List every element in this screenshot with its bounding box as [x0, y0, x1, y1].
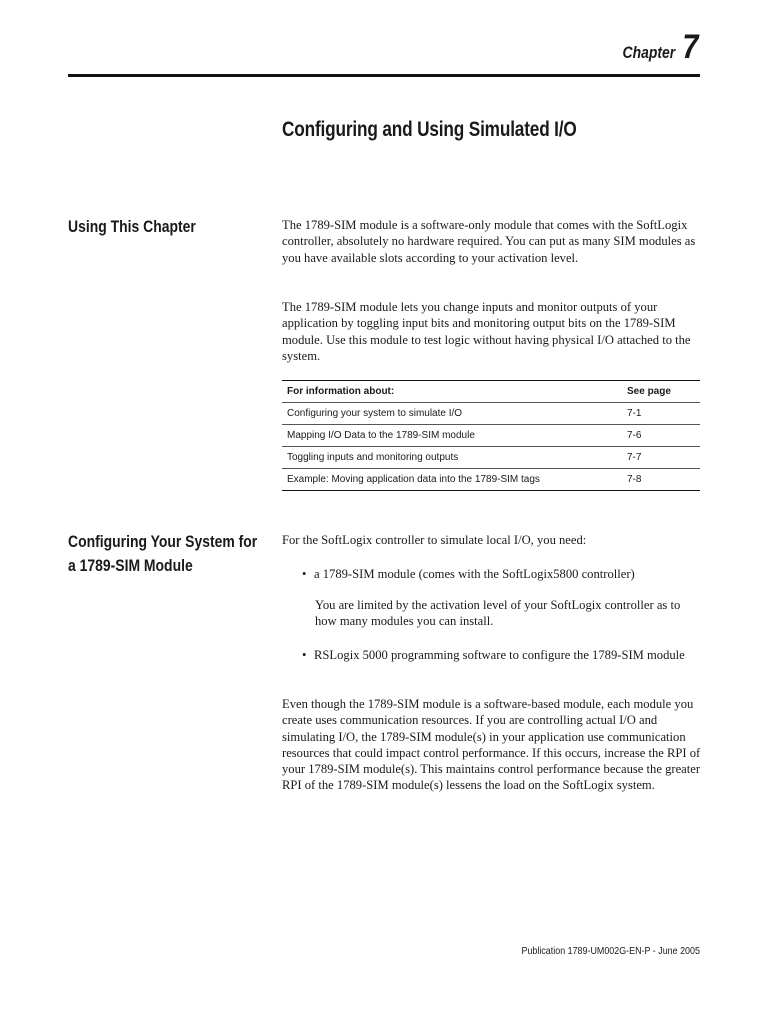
table-row: [282, 403, 700, 425]
table-row: [282, 425, 700, 447]
table-cell-page: 7-8: [619, 469, 700, 491]
page-title: Configuring and Using Simulated I/O: [282, 118, 577, 141]
bullet-icon: •: [302, 567, 307, 581]
table-cell-page: 7-6: [619, 425, 700, 447]
table-header-topic: For information about:: [282, 381, 619, 403]
chapter-number: 7: [682, 28, 699, 66]
intro-paragraph-2: The 1789-SIM module lets you change inputs and monitor outputs of your application by toggling input bits and monitoring output bits on the 1789-SIM module. Use this module to test logic without having physical I/O attached to the system.: [282, 300, 691, 363]
section-heading-line-2: a 1789-SIM Module: [68, 556, 193, 575]
table-row: [282, 469, 700, 491]
bullet-item-rslogix: [302, 647, 702, 663]
section-heading-configuring-system: [68, 530, 257, 578]
table-row: [282, 447, 700, 469]
table-header-page: See page: [619, 381, 700, 403]
table-cell-topic: Toggling inputs and monitoring outputs: [282, 447, 619, 469]
intro-paragraph-1: The 1789-SIM module is a software-only module that comes with the SoftLogix controller, absolutely no hardware required. You can put as many SIM modules as you have available slots according to your activation level.: [282, 218, 696, 265]
table-cell-topic: Mapping I/O Data to the 1789-SIM module: [282, 425, 619, 447]
bullet-note: You are limited by the activation level of your SoftLogix controller as to how many modules you can install.: [315, 598, 681, 629]
chapter-contents-table: [282, 380, 700, 491]
table-header-row: [282, 381, 700, 403]
bullet-text: a 1789-SIM module (comes with the SoftLogix5800 controller): [314, 567, 635, 581]
header-rule: [68, 74, 700, 77]
bullet-text: RSLogix 5000 programming software to configure the 1789-SIM module: [314, 648, 685, 662]
table-cell-page: 7-7: [619, 447, 700, 469]
communication-resources-paragraph: Even though the 1789-SIM module is a software-based module, each module you create uses communication resources. If you are controlling actual I/O and simulating I/O, the 1789-SIM module(s) in your application use communication resources that could impact control performance. If this occurs, increase the RPI of your 1789-SIM module(s). This maintains control performance because the greater RPI of the 1789-SIM module(s) lessens the load on the SoftLogix system.: [282, 697, 701, 793]
section-heading-using-this-chapter: Using This Chapter: [68, 217, 196, 236]
bullet-item-sim-module: [302, 566, 702, 582]
requirements-intro: For the SoftLogix controller to simulate local I/O, you need:: [282, 533, 587, 547]
table-cell-page: 7-1: [619, 403, 700, 425]
bullet-icon: •: [302, 648, 307, 662]
table-cell-topic: Example: Moving application data into the 1789-SIM tags: [282, 469, 619, 491]
table-cell-topic: Configuring your system to simulate I/O: [282, 403, 619, 425]
publication-footer: Publication 1789-UM002G-EN-P - June 2005: [521, 945, 700, 957]
chapter-header: [611, 28, 700, 67]
chapter-label: Chapter: [622, 43, 676, 62]
section-heading-line-1: Configuring Your System for: [68, 532, 258, 551]
